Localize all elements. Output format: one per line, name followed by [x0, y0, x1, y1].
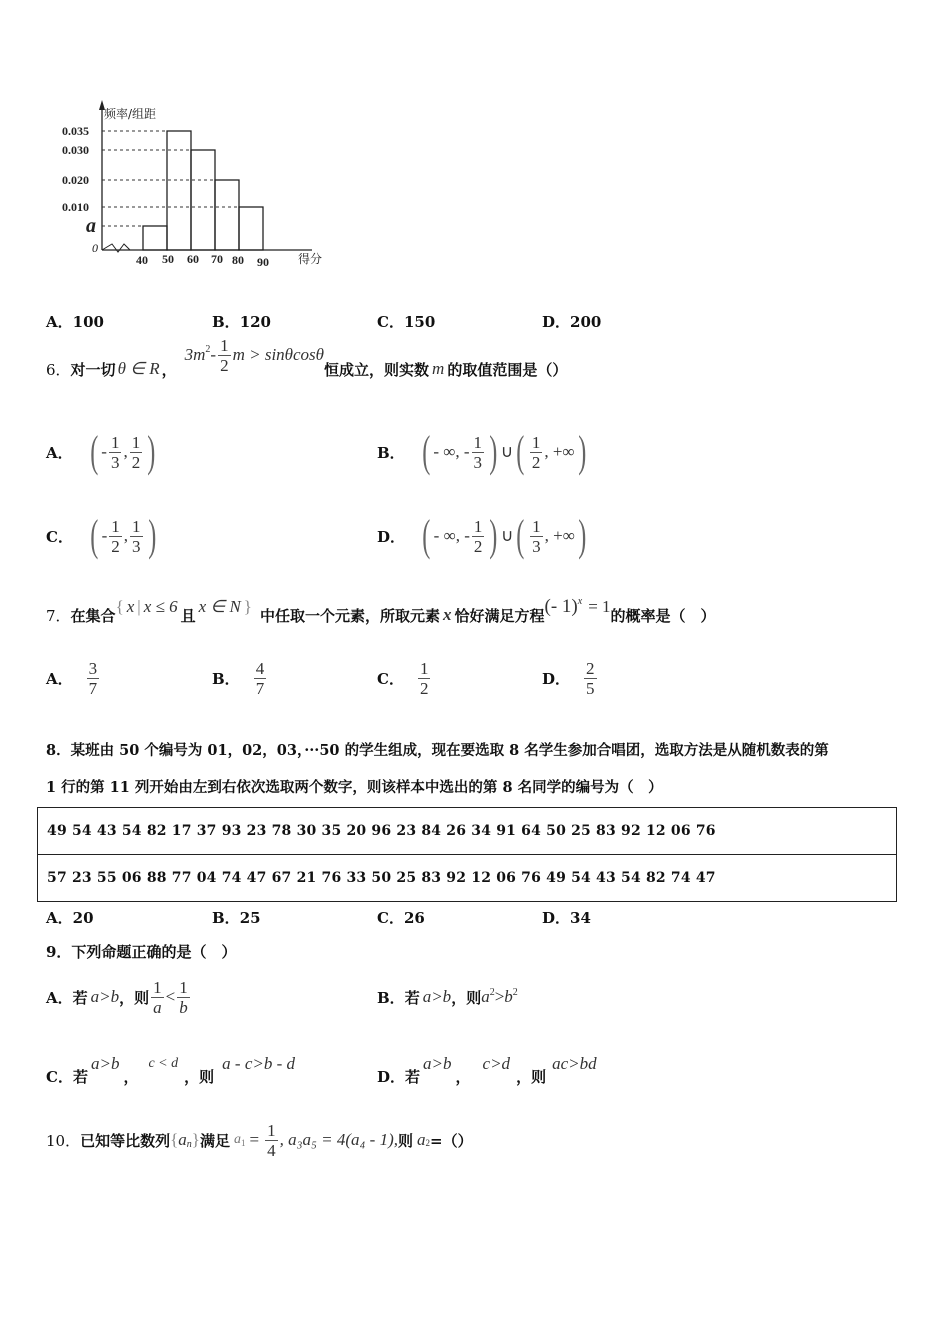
- option-value: 120: [239, 313, 271, 331]
- q9-option-d[interactable]: [377, 1056, 597, 1096]
- q7-eq-rhs: = 1: [588, 597, 611, 616]
- table-cell: 57 23 55 06 88 77 04 74 47 67 21 76 33 50 25 83 92 12 06 76 49 54 43 54 82 74 47: [38, 855, 897, 902]
- q10-stem: [46, 1115, 473, 1165]
- a2: a: [417, 1130, 426, 1149]
- paren-right: ): [578, 511, 587, 560]
- q8-option-a[interactable]: [46, 907, 94, 928]
- paren-left: (: [90, 511, 99, 560]
- y-tick-0035: 0.035: [62, 124, 89, 138]
- greater-than: >: [494, 987, 505, 1006]
- option-label: C．: [377, 909, 404, 927]
- x-tick-80: 80: [232, 253, 244, 267]
- q7-text-pre: 在集合: [70, 606, 116, 625]
- paren-left: (: [516, 427, 525, 476]
- q6-text-post2: 的取值范围是（）: [447, 360, 568, 379]
- ruo-text: 若: [404, 988, 420, 1007]
- option-value: 34: [570, 909, 591, 927]
- brace-left: {: [170, 1130, 179, 1149]
- neg-infinity: - ∞, -: [433, 526, 470, 545]
- paren-right: ): [147, 511, 156, 560]
- frac-1-over-b: [177, 978, 190, 1017]
- paren-left: (: [516, 511, 525, 560]
- condition-1: a>b: [423, 1054, 452, 1073]
- y-tick-a: a: [86, 215, 96, 237]
- table-row: [38, 808, 897, 855]
- option-label: B．: [212, 669, 240, 688]
- option-label: D．: [542, 313, 571, 331]
- question-number: 6．: [46, 360, 71, 379]
- bar-60-70: [191, 150, 215, 250]
- q6-comma: ，: [161, 360, 177, 379]
- frac-num: 1: [473, 432, 483, 452]
- brace-left: {: [115, 597, 124, 616]
- q6-expr-lhs: 3m: [184, 345, 206, 364]
- less-than: <: [165, 987, 176, 1006]
- option-label: A．: [46, 313, 73, 331]
- a1-sub: 1: [240, 1138, 246, 1148]
- square: 2: [512, 986, 518, 998]
- option-label: A．: [46, 909, 73, 927]
- frac-den: 2: [473, 536, 483, 556]
- q7-stem: [46, 595, 716, 635]
- q6-text-post1: 恒成立，则实数: [324, 360, 430, 379]
- option-value: 150: [403, 313, 436, 331]
- result-a: a: [481, 987, 490, 1006]
- square: 2: [489, 986, 495, 998]
- q7-text-mid2: 恰好满足方程: [454, 606, 545, 625]
- paren-left: (: [89, 427, 98, 476]
- neg-infinity: - ∞, -: [433, 442, 470, 461]
- frac-num: 1: [153, 977, 162, 997]
- frac-num: 1: [110, 432, 120, 452]
- bar-80-90: [239, 207, 263, 250]
- option-label: C．: [46, 1067, 73, 1086]
- frac-den: 2: [131, 452, 141, 472]
- paren-left: (: [422, 511, 431, 560]
- x-tick-70: 70: [211, 252, 223, 266]
- ze-text: ，则: [516, 1067, 547, 1086]
- pos-infinity: , +∞: [544, 442, 575, 461]
- condition: a>b: [90, 987, 120, 1006]
- paren-right: ): [489, 511, 498, 560]
- separator: ，: [455, 1067, 471, 1086]
- bar-40-50: [143, 226, 167, 250]
- x-tick-50: 50: [162, 252, 174, 266]
- option-label: C．: [46, 527, 73, 546]
- frac-num: 3: [88, 658, 98, 678]
- q6-stem: [46, 335, 568, 394]
- q10-text-post: 则: [398, 1131, 414, 1150]
- frac-den: 3: [532, 536, 541, 556]
- y-tick-0020: 0.020: [62, 173, 89, 187]
- option-value: 200: [570, 313, 602, 331]
- paren-left: (: [421, 427, 431, 476]
- frac-den: 2: [220, 355, 229, 375]
- frac-den: 3: [132, 536, 141, 556]
- frac-1-over-a: [151, 978, 164, 1017]
- a2-sub: 2: [425, 1138, 431, 1148]
- frac-num: 4: [255, 658, 265, 678]
- x-tick-40: 40: [136, 253, 148, 267]
- result: a - c>b - d: [222, 1054, 295, 1073]
- frac-num: 1: [132, 516, 141, 536]
- frac-den: 2: [419, 678, 429, 698]
- option-label: D．: [377, 527, 406, 546]
- frac-den: 3: [110, 452, 120, 472]
- q6-expr-rest: m > sinθcosθ: [232, 345, 325, 364]
- separator: ，: [123, 1067, 139, 1086]
- frac-den: 2: [111, 536, 120, 556]
- bar-70-80: [215, 180, 239, 250]
- x-title: 得分: [298, 252, 323, 266]
- condition: a>b: [422, 987, 452, 1006]
- interval-right: [530, 517, 543, 556]
- q9-option-c[interactable]: [46, 1056, 295, 1096]
- frac-quarter: [265, 1121, 278, 1160]
- frac-den: 2: [531, 452, 541, 472]
- q7-set-var: x: [126, 597, 135, 616]
- seq-a: a: [178, 1130, 187, 1149]
- q10-text-pre: 已知等比数列: [80, 1131, 171, 1150]
- ruo-text: 若: [72, 1067, 88, 1086]
- result-b: b: [504, 987, 513, 1006]
- q6-option-c[interactable]: [46, 512, 159, 560]
- option-value: 26: [403, 909, 425, 927]
- interval-left: [472, 517, 485, 556]
- frac-num: 1: [473, 516, 483, 536]
- option-label: C．: [377, 313, 404, 331]
- q7-option-d[interactable]: [542, 654, 599, 702]
- interval-right: [130, 433, 143, 472]
- q5-option-a[interactable]: [46, 311, 104, 332]
- q7-set-right: x ∈ N: [198, 597, 241, 616]
- brace-right: }: [243, 597, 252, 616]
- option-fraction: [87, 659, 100, 698]
- pos-infinity: , +∞: [544, 526, 575, 545]
- option-fraction: [254, 659, 267, 698]
- q8-stem-line2: 1 行的第 11 列开始由左到右依次选取两个数字，则该样本中选出的第 8 名同学的编号为（ ）: [46, 779, 663, 796]
- frequency-histogram: [60, 98, 340, 278]
- q8-option-c[interactable]: [377, 907, 425, 928]
- minus-sign: -: [101, 526, 108, 545]
- q9-stem: 9．下列命题正确的是（ ）: [46, 943, 237, 961]
- paren-right: ): [577, 427, 586, 476]
- q8-stem-line1: 8．某班由 50 个编号为 01，02，03，···50 的学生组成，现在要选取 8 名学生参加合唱团，选取方法是从随机数表的第: [46, 742, 829, 759]
- seq-sub: n: [186, 1138, 192, 1150]
- union-sign: ∪: [500, 442, 514, 461]
- question-number: 7．: [46, 606, 71, 625]
- option-label: C．: [377, 669, 404, 688]
- frac-num: 1: [179, 977, 188, 997]
- q7-x-var: x: [442, 605, 452, 624]
- q9-option-a[interactable]: [46, 972, 192, 1022]
- paren-right: ): [147, 427, 156, 476]
- q6-text-pre: 对一切: [70, 360, 116, 379]
- q6-theta-in-r: θ ∈ R: [117, 359, 160, 378]
- q6-option-b[interactable]: [377, 428, 589, 476]
- option-label: B．: [377, 443, 405, 462]
- frac-den: a: [153, 997, 162, 1017]
- ruo-text: 若: [72, 988, 88, 1007]
- q6-expr-square: 2: [205, 343, 211, 355]
- frac-den: 7: [88, 678, 98, 698]
- equals: =: [249, 1130, 260, 1149]
- interval-left: [109, 517, 122, 556]
- set-bar: |: [137, 597, 141, 616]
- condition-2: , a₃a₅ = 4(a₄ - 1),: [279, 1130, 398, 1149]
- y-tick-0030: 0.030: [62, 143, 89, 157]
- q7-text-post: 的概率是（ ）: [610, 606, 716, 625]
- q7-option-b[interactable]: [212, 654, 268, 702]
- random-number-table: [37, 807, 897, 902]
- q7-eq-base: (- 1): [544, 596, 578, 617]
- question-number: 10．: [46, 1131, 81, 1150]
- frac-num: 1: [531, 432, 541, 452]
- union-sign: ∪: [501, 526, 514, 545]
- ze-text: ，则: [451, 988, 482, 1007]
- condition-2: c < d: [148, 1056, 179, 1071]
- option-label: A．: [46, 988, 73, 1007]
- result: ac>bd: [552, 1054, 597, 1073]
- q6-expr-half: [218, 336, 231, 375]
- q7-eq-exp: x: [577, 595, 583, 607]
- q7-set-cond: x ≤ 6: [143, 597, 178, 616]
- y-tick-0010: 0.010: [62, 200, 89, 214]
- q9-option-b[interactable]: [377, 972, 518, 1022]
- q6-option-a[interactable]: [46, 428, 159, 476]
- q7-option-c[interactable]: [377, 654, 432, 702]
- option-label: D．: [542, 909, 571, 927]
- q6-option-d[interactable]: [377, 512, 590, 560]
- ze-text: ，则: [119, 988, 150, 1007]
- q7-text-mid: 中任取一个元素，所取元素: [259, 606, 440, 625]
- q6-var-m: m: [432, 359, 445, 378]
- q10-text-mid: 满足: [199, 1131, 230, 1150]
- q7-option-a[interactable]: [46, 654, 101, 702]
- table-row: [38, 855, 897, 902]
- option-label: B．: [377, 988, 405, 1007]
- interval-left: [109, 433, 122, 472]
- q5-option-d[interactable]: [542, 311, 601, 332]
- brace-right: }: [191, 1130, 200, 1149]
- frac-den: 4: [267, 1140, 276, 1160]
- a1: a: [233, 1132, 241, 1147]
- q5-option-c[interactable]: [377, 311, 435, 332]
- bar-50-60: [167, 131, 191, 250]
- frac-num: 1: [131, 432, 141, 452]
- minus-sign: -: [101, 442, 107, 461]
- ze-text: ，则: [184, 1067, 215, 1086]
- option-label: D．: [542, 669, 571, 688]
- frac-den: 3: [473, 452, 483, 472]
- interval-right: [130, 517, 143, 556]
- option-label: B．: [212, 313, 240, 331]
- table-cell: 49 54 43 54 82 17 37 93 23 78 30 35 20 96 23 84 26 34 91 64 50 25 83 92 12 06 76: [38, 808, 897, 855]
- paren-right: ): [489, 427, 498, 476]
- frac-den: b: [179, 997, 188, 1017]
- frac-num: 1: [111, 516, 120, 536]
- frac-den: 5: [586, 678, 595, 698]
- condition-2: c>d: [482, 1054, 511, 1073]
- frac-num: 1: [220, 335, 229, 355]
- comma: ,: [123, 526, 129, 545]
- frac-num: 2: [586, 658, 595, 678]
- frac-num: 1: [532, 516, 541, 536]
- frac-num: 1: [267, 1120, 276, 1140]
- q8-option-d[interactable]: [542, 907, 591, 928]
- x-tick-60: 60: [187, 252, 199, 266]
- interval-left: [472, 433, 485, 472]
- option-label: A．: [46, 669, 73, 688]
- q8-option-b[interactable]: [212, 907, 261, 928]
- option-label: A．: [46, 443, 73, 462]
- option-label: B．: [212, 909, 240, 927]
- condition-1: a>b: [90, 1054, 120, 1073]
- option-fraction: [584, 659, 597, 698]
- comma: ,: [123, 442, 128, 461]
- q7-and: 且: [180, 606, 196, 625]
- option-value: 100: [72, 313, 104, 331]
- frac-den: 7: [255, 678, 265, 698]
- y-tick-0: 0: [92, 241, 98, 255]
- x-tick-90: 90: [257, 255, 269, 269]
- frac-num: 1: [419, 658, 429, 678]
- y-title: 频率/组距: [104, 107, 157, 121]
- interval-right: [530, 433, 543, 472]
- q6-expr-minus: -: [210, 345, 217, 364]
- q5-option-b[interactable]: [212, 311, 271, 332]
- option-value: 25: [239, 909, 261, 927]
- option-label: D．: [377, 1067, 406, 1086]
- option-fraction: [418, 659, 431, 698]
- option-value: 20: [72, 909, 94, 927]
- ruo-text: 若: [405, 1067, 421, 1086]
- q10-tail: =（）: [430, 1131, 473, 1150]
